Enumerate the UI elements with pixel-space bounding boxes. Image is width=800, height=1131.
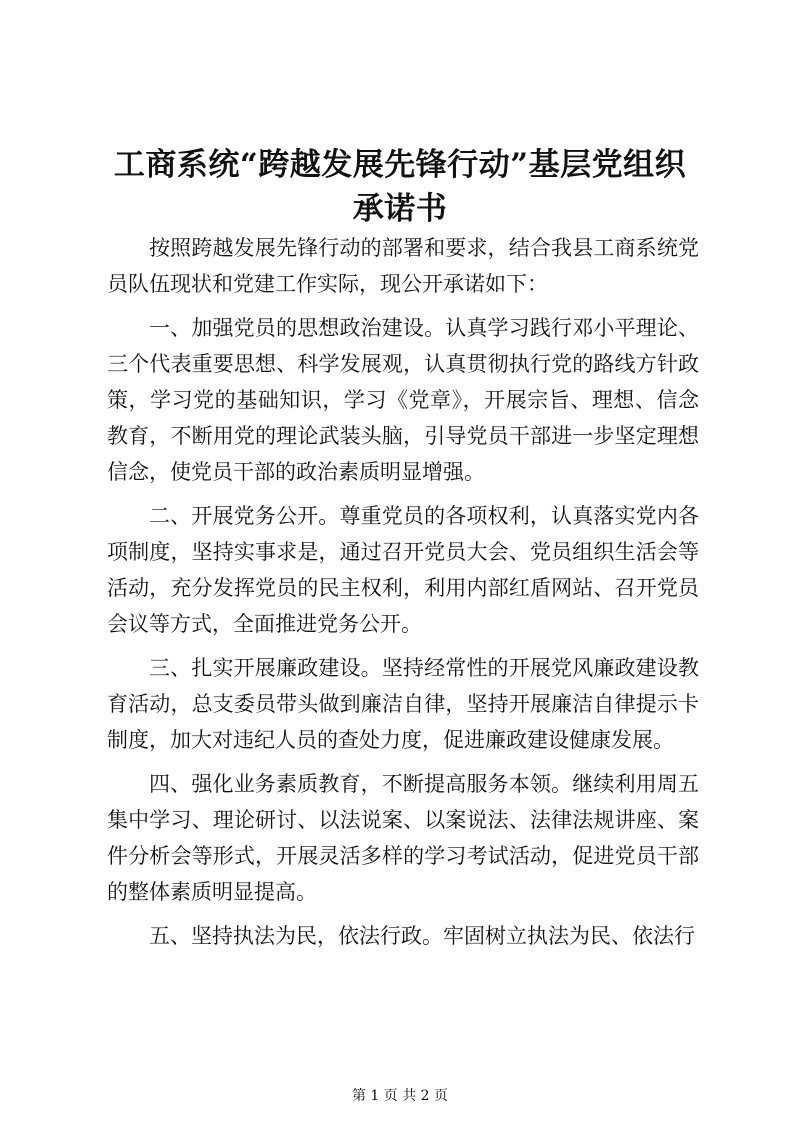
page-number-footer: 第 1 页 共 2 页: [351, 1088, 449, 1104]
document-body: [107, 230, 699, 962]
paragraph-item-3: 三、扎实开展廉政建设。坚持经常性的开展党风廉政建设教育活动，总支委员带头做到廉洁自律，坚持开展廉洁自律提示卡制度，加大对违纪人员的查处力度，促进廉政建设健康发展。: [107, 656, 699, 752]
paragraph-item-5: 五、坚持执法为民，依法行政。牢固树立执法为民、依法行: [149, 924, 695, 948]
paragraph-intro: 按照跨越发展先锋行动的部署和要求，结合我县工商系统党员队伍现状和党建工作实际，现公开承诺如下：: [107, 236, 699, 296]
document-title: 工商系统“跨越发展先锋行动”基层党组织承诺书: [113, 147, 687, 227]
paragraph-item-2: 二、开展党务公开。尊重党员的各项权利，认真落实党内各项制度，坚持实事求是，通过召开党员大会、党员组织生活会等活动，充分发挥党员的民主权利，利用内部红盾网站、召开党员会议等方式，全面推进党务公开。: [107, 504, 699, 636]
paragraph-item-1: 一、加强党员的思想政治建设。认真学习践行邓小平理论、三个代表重要思想、科学发展观，认真贯彻执行党的路线方针政策，学习党的基础知识，学习《党章》，开展宗旨、理想、信念教育，不断用党的理论武装头脑，引导党员干部进一步坚定理想信念，使党员干部的政治素质明显增强。: [107, 316, 699, 484]
paragraph-item-4: 四、强化业务素质教育，不断提高服务本领。继续利用周五集中学习、理论研讨、以法说案、以案说法、法律法规讲座、案件分析会等形式，开展灵活多样的学习考试活动，促进党员干部的整体素质明显提高。: [107, 772, 699, 904]
